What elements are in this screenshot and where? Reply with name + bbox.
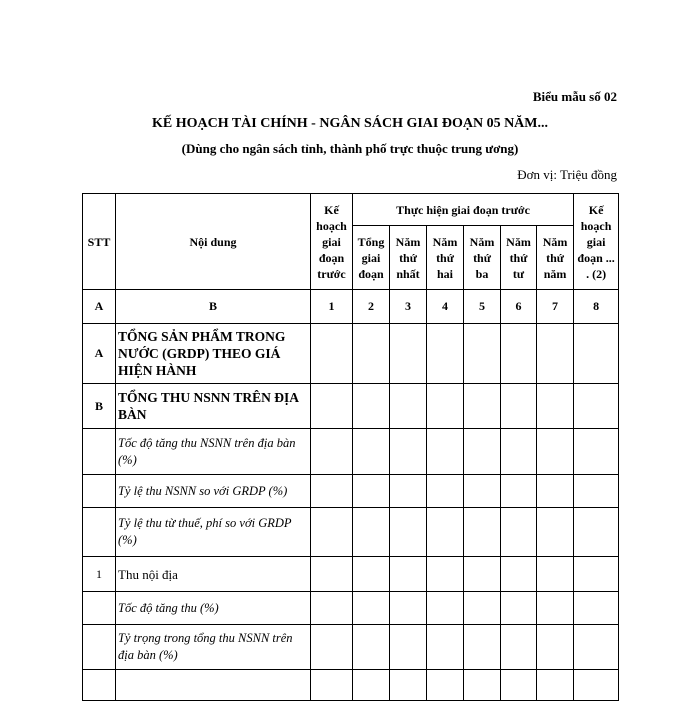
header-total-period: Tổng giai đoạn — [353, 226, 390, 290]
value-cell[interactable] — [537, 429, 574, 475]
value-cell[interactable] — [464, 592, 501, 625]
column-label: 6 — [501, 290, 537, 324]
value-cell[interactable] — [427, 592, 464, 625]
row-stt — [83, 670, 116, 701]
value-cell[interactable] — [390, 508, 427, 557]
value-cell[interactable] — [353, 670, 390, 701]
value-cell[interactable] — [427, 557, 464, 592]
row-stt — [83, 475, 116, 508]
value-cell[interactable] — [537, 670, 574, 701]
document-subtitle: (Dùng cho ngân sách tỉnh, thành phố trực thuộc trung ương) — [181, 141, 519, 156]
value-cell[interactable] — [311, 557, 353, 592]
budget-plan-table — [82, 193, 619, 701]
value-cell[interactable] — [353, 508, 390, 557]
value-cell[interactable] — [537, 508, 574, 557]
header-stt: STT — [83, 194, 116, 290]
value-cell[interactable] — [501, 592, 537, 625]
value-cell[interactable] — [574, 384, 619, 429]
value-cell[interactable] — [353, 475, 390, 508]
value-cell[interactable] — [427, 384, 464, 429]
value-cell[interactable] — [390, 592, 427, 625]
value-cell[interactable] — [464, 557, 501, 592]
table-row — [83, 429, 619, 475]
value-cell[interactable] — [501, 670, 537, 701]
value-cell[interactable] — [501, 557, 537, 592]
row-content: Tỷ lệ thu NSNN so với GRDP (%) — [116, 475, 311, 508]
value-cell[interactable] — [537, 557, 574, 592]
table-row — [83, 592, 619, 625]
value-cell[interactable] — [353, 625, 390, 670]
value-cell[interactable] — [574, 557, 619, 592]
value-cell[interactable] — [353, 592, 390, 625]
header-content: Nội dung — [116, 194, 311, 290]
value-cell[interactable] — [464, 625, 501, 670]
value-cell[interactable] — [311, 625, 353, 670]
row-content: Tốc độ tăng thu (%) — [116, 592, 311, 625]
value-cell[interactable] — [501, 384, 537, 429]
header-year-2: Năm thứ hai — [427, 226, 464, 290]
table-row — [83, 475, 619, 508]
value-cell[interactable] — [311, 592, 353, 625]
value-cell[interactable] — [427, 324, 464, 384]
value-cell[interactable] — [537, 592, 574, 625]
column-label: 5 — [464, 290, 501, 324]
value-cell[interactable] — [390, 429, 427, 475]
value-cell[interactable] — [390, 384, 427, 429]
table-row — [83, 670, 619, 701]
header-year-5: Năm thứ năm — [537, 226, 574, 290]
table-row — [83, 557, 619, 592]
value-cell[interactable] — [353, 384, 390, 429]
value-cell[interactable] — [464, 429, 501, 475]
row-stt: 1 — [83, 557, 116, 592]
value-cell[interactable] — [501, 508, 537, 557]
value-cell[interactable] — [427, 475, 464, 508]
header-plan-previous: Kế hoạch giai đoạn trước — [311, 194, 353, 290]
value-cell[interactable] — [427, 670, 464, 701]
row-stt — [83, 592, 116, 625]
value-cell[interactable] — [464, 384, 501, 429]
column-label: 3 — [390, 290, 427, 324]
row-stt: A — [83, 324, 116, 384]
value-cell[interactable] — [464, 324, 501, 384]
value-cell[interactable] — [574, 324, 619, 384]
column-label: 1 — [311, 290, 353, 324]
value-cell[interactable] — [390, 475, 427, 508]
header-year-3: Năm thứ ba — [464, 226, 501, 290]
row-content: Tỷ lệ thu từ thuế, phí so với GRDP (%) — [116, 508, 311, 557]
value-cell[interactable] — [464, 508, 501, 557]
value-cell[interactable] — [537, 625, 574, 670]
value-cell[interactable] — [353, 324, 390, 384]
value-cell[interactable] — [574, 625, 619, 670]
row-content: Tỷ trọng trong tổng thu NSNN trên địa bàn (%) — [116, 625, 311, 670]
value-cell[interactable] — [353, 429, 390, 475]
row-content: Thu nội địa — [116, 557, 311, 592]
header-year-1: Năm thứ nhất — [390, 226, 427, 290]
column-label: B — [116, 290, 311, 324]
table-row — [83, 324, 619, 384]
value-cell[interactable] — [574, 475, 619, 508]
value-cell[interactable] — [311, 324, 353, 384]
table-row — [83, 625, 619, 670]
value-cell[interactable] — [464, 475, 501, 508]
value-cell[interactable] — [427, 429, 464, 475]
row-content: TỔNG SẢN PHẨM TRONG NƯỚC (GRDP) THEO GIÁ HIỆN HÀNH — [116, 324, 311, 384]
value-cell[interactable] — [390, 324, 427, 384]
unit-label: Đơn vị: Triệu đồng — [517, 167, 617, 182]
column-label: 7 — [537, 290, 574, 324]
value-cell[interactable] — [311, 429, 353, 475]
row-content: TỔNG THU NSNN TRÊN ĐỊA BÀN — [116, 384, 311, 429]
value-cell[interactable] — [311, 384, 353, 429]
value-cell[interactable] — [501, 324, 537, 384]
column-label-row — [83, 290, 619, 324]
row-content: Tốc độ tăng thu NSNN trên địa bàn (%) — [116, 429, 311, 475]
column-label: 4 — [427, 290, 464, 324]
form-number: Biểu mẫu số 02 — [532, 89, 617, 104]
value-cell[interactable] — [537, 384, 574, 429]
value-cell[interactable] — [574, 592, 619, 625]
table-row — [83, 508, 619, 557]
column-label: 8 — [574, 290, 619, 324]
value-cell[interactable] — [427, 508, 464, 557]
document-title: KẾ HOẠCH TÀI CHÍNH - NGÂN SÁCH GIAI ĐOẠN 05 NĂM... — [151, 116, 549, 131]
column-label: A — [83, 290, 116, 324]
value-cell[interactable] — [537, 324, 574, 384]
value-cell[interactable] — [427, 625, 464, 670]
row-stt — [83, 625, 116, 670]
value-cell[interactable] — [501, 429, 537, 475]
table-row — [83, 384, 619, 429]
value-cell[interactable] — [311, 508, 353, 557]
value-cell[interactable] — [390, 625, 427, 670]
value-cell[interactable] — [464, 670, 501, 701]
value-cell[interactable] — [311, 475, 353, 508]
value-cell[interactable] — [574, 670, 619, 701]
value-cell[interactable] — [311, 670, 353, 701]
header-year-4: Năm thứ tư — [501, 226, 537, 290]
value-cell[interactable] — [574, 429, 619, 475]
column-label: 2 — [353, 290, 390, 324]
row-stt — [83, 429, 116, 475]
row-content — [116, 670, 311, 701]
value-cell[interactable] — [537, 475, 574, 508]
value-cell[interactable] — [353, 557, 390, 592]
row-stt — [83, 508, 116, 557]
value-cell[interactable] — [501, 475, 537, 508]
value-cell[interactable] — [501, 625, 537, 670]
value-cell[interactable] — [390, 557, 427, 592]
value-cell[interactable] — [390, 670, 427, 701]
header-actual-previous-period: Thực hiện giai đoạn trước — [353, 194, 574, 226]
value-cell[interactable] — [574, 508, 619, 557]
row-stt: B — [83, 384, 116, 429]
header-plan-next: Kế hoạch giai đoạn ... . (2) — [574, 194, 619, 290]
